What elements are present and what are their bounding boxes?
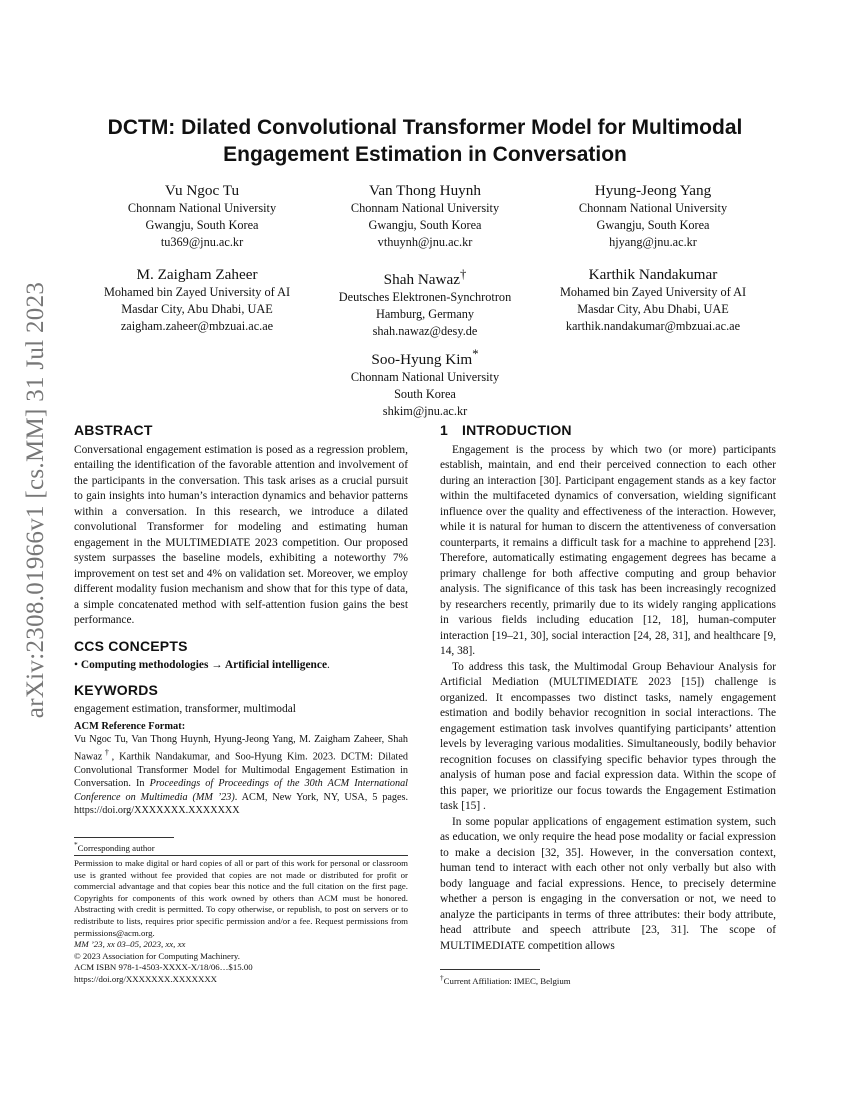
acm-reference-heading: ACM Reference Format: <box>74 720 186 732</box>
author-email: shkim@jnu.ac.kr <box>382 404 468 419</box>
footnote-rule <box>74 837 174 838</box>
abstract-heading: ABSTRACT <box>74 422 153 438</box>
author-affiliation: Chonnam National University <box>350 201 500 215</box>
corresponding-author-footnote: *Corresponding author <box>74 840 155 853</box>
author-name: Vu Ngoc Tu <box>164 182 240 199</box>
author-location: South Korea <box>394 387 456 402</box>
intro-paragraph: To address this task, the Multimodal Group Behaviour Analysis for Artificial Mediation (MULTIMEDIATE 2023 [15]) challenge is organized. It encompasses two distinct tasks, namely engagement estimation and bodily behavior recognition in social interactions. The engagement estimation task involves quantifying participants’ attention levels by leveraging various modalities. Simultaneously, bodily behavior recognition focuses on classifying specific behavior types through the analysis of human pose and facial expression data. Within the scope of this paper, we prioritize our focus towards the Engagement Estimation task [15] . <box>440 660 776 812</box>
abstract-text: Conversational engagement estimation is posed as a regression problem, entailing the identification of the favorable attention and involvement of the participants in the conversation. This task arises as a crucial pursuit to gain insights into human’s interaction dynamics and behavior patterns within a conversation. In this research, we introduce a dilated convolutional Transformer for modeling and estimating human engagement in the MULTIMEDIATE 2023 competition. Our proposed system surpasses the baseline models, exhibiting a noteworthy 7% improvement on test set and 4% on validation set. Moreover, we employ different modality fusion mechanism and show that for this type of data, a simple concatenated method with self-attention fusion gains the best performance. <box>74 443 408 626</box>
intro-paragraph: In some popular applications of engagement estimation system, such as education, we only require the head pose modality or facial expression to make a decision [32, 35]. However, in the conversation context, human tend to interact with each other not only verbally but also with body language and facial expressions. Hence, to precisely determine whether a person is engaging in the conversation or not, we need to analyze the participants in terms of three attributes: their body attribute, head attribute and speech attribute [23, 31]. The scope of MULTIMEDIATE competition allows <box>440 815 776 952</box>
author-location: Masdar City, Abu Dhabi, UAE <box>577 302 729 317</box>
author-name: Shah Nawaz† <box>383 267 467 289</box>
author-block <box>300 345 550 421</box>
acm-reference-text: Vu Ngoc Tu, Van Thong Huynh, Hyung-Jeong Yang, M. Zaigham Zaheer, Shah Nawaz†, Karthik Nandakumar, and Soo-Hyung Kim. 2023. DCTM: Dilated Convolutional Transformer Model for Multimodal Engagement Estimation in Conversation. In Proceedings of Proceedings of the 30th ACM International Conference on Multimedia (MM ’23). ACM, New York, NY, USA, 5 pages. https://doi.org/XXXXXXX.XXXXXXX <box>74 733 409 816</box>
author-affiliation: Chonnam National University <box>350 370 500 385</box>
author-affiliation: Chonnam National University <box>578 201 728 215</box>
author-email: vthuynh@jnu.ac.kr <box>377 235 473 250</box>
introduction-heading: 1 INTRODUCTION <box>440 422 572 438</box>
keywords-text: engagement estimation, transformer, multimodal <box>74 703 296 715</box>
ccs-concepts: • Computing methodologies → Artificial intelligence. <box>74 659 330 671</box>
intro-paragraph: Engagement is the process by which two (or more) participants establish, maintain, and end their perceived connection to each other during an interaction [30]. Participant engagement stands as a key factor within the multifaceted dynamics of conversation, wielding significant influence over the quality and effectiveness of the interaction. However, while it is natural for human to discern the attentiveness of conversation counterparts, it remains a difficult task for a machine to apprehend [23]. Therefore, automatically estimating engagement degrees has became a primary challenge for both affective computing and group behavior analysis. The significance of this task has been increasingly recognized by researchers recently, primarily due to its widely ranging applications in various fields including education [12, 18], human-computer interaction [19–21, 30], social interaction [24, 28, 31], and healthcare [9, 14, 38]. <box>440 443 776 657</box>
arxiv-identifier: arXiv:2308.01966v1 [cs.MM] 31 Jul 2023 <box>22 281 49 719</box>
author-name: Karthik Nandakumar <box>588 266 718 283</box>
author-location: Gwangju, South Korea <box>596 218 710 233</box>
author-location: Masdar City, Abu Dhabi, UAE <box>121 302 273 317</box>
author-location: Gwangju, South Korea <box>145 218 259 233</box>
asterisk-mark: * <box>472 347 479 361</box>
author-block <box>300 181 550 252</box>
author-block <box>528 181 778 252</box>
arxiv-sidebar <box>8 281 64 719</box>
author-email: zaigham.zaheer@mbzuai.ac.ae <box>120 319 274 334</box>
permission-rule <box>74 855 408 856</box>
author-location: Hamburg, Germany <box>375 307 475 322</box>
keywords-heading: KEYWORDS <box>74 681 159 698</box>
author-name: Van Thong Huynh <box>369 182 481 199</box>
copyright-line: © 2023 Association for Computing Machinery. <box>74 950 240 961</box>
right-column <box>440 423 776 954</box>
author-affiliation: Chonnam National University <box>127 201 277 215</box>
doi-line: https://doi.org/XXXXXXX.XXXXXXX <box>74 973 218 984</box>
paper-title: DCTM: Dilated Convolutional Transformer Model for Multimodal Engagement Estimation in Conversation <box>107 116 743 166</box>
left-column <box>74 423 408 817</box>
dagger-mark: † <box>460 267 467 281</box>
author-location: Gwangju, South Korea <box>368 218 482 233</box>
author-affiliation: Deutsches Elektronen-Synchrotron <box>338 290 512 305</box>
author-block <box>72 265 322 336</box>
footnote-rule <box>440 969 540 970</box>
author-affiliation: Mohamed bin Zayed University of AI <box>103 285 291 299</box>
author-block <box>300 265 550 341</box>
affiliation-footnote: †Current Affiliation: IMEC, Belgium <box>440 973 571 986</box>
author-email: hjyang@jnu.ac.kr <box>609 235 697 250</box>
ccs-heading: CCS CONCEPTS <box>74 637 188 654</box>
author-name: Hyung-Jeong Yang <box>594 182 712 199</box>
isbn-line: ACM ISBN 978-1-4503-XXXX-X/18/06…$15.00 <box>74 962 253 973</box>
author-email: tu369@jnu.ac.kr <box>160 235 244 250</box>
author-name: Soo-Hyung Kim* <box>371 347 479 369</box>
author-affiliation: Mohamed bin Zayed University of AI <box>559 285 747 299</box>
permission-block <box>74 858 408 986</box>
conference-info: MM ’23, xx 03–05, 2023, xx, xx <box>74 939 186 950</box>
author-name: M. Zaigham Zaheer <box>136 266 258 283</box>
author-block <box>528 265 778 336</box>
permission-text: Permission to make digital or hard copies of all or part of this work for personal or classroom use is granted without fee provided that copies are not made or distributed for profit or commercial advantage and that copies bear this notice and the full citation on the first page. Copyrights for components of this work owned by others than ACM must be honored. Abstracting with credit is permitted. To copy otherwise, or republish, to post on servers or to redistribute to lists, requires prior specific permission and/or a fee. Request permissions from permissions@acm.org. <box>74 858 408 938</box>
author-block <box>77 181 327 252</box>
author-email: karthik.nandakumar@mbzuai.ac.ae <box>565 319 741 334</box>
author-email: shah.nawaz@desy.de <box>372 324 478 339</box>
